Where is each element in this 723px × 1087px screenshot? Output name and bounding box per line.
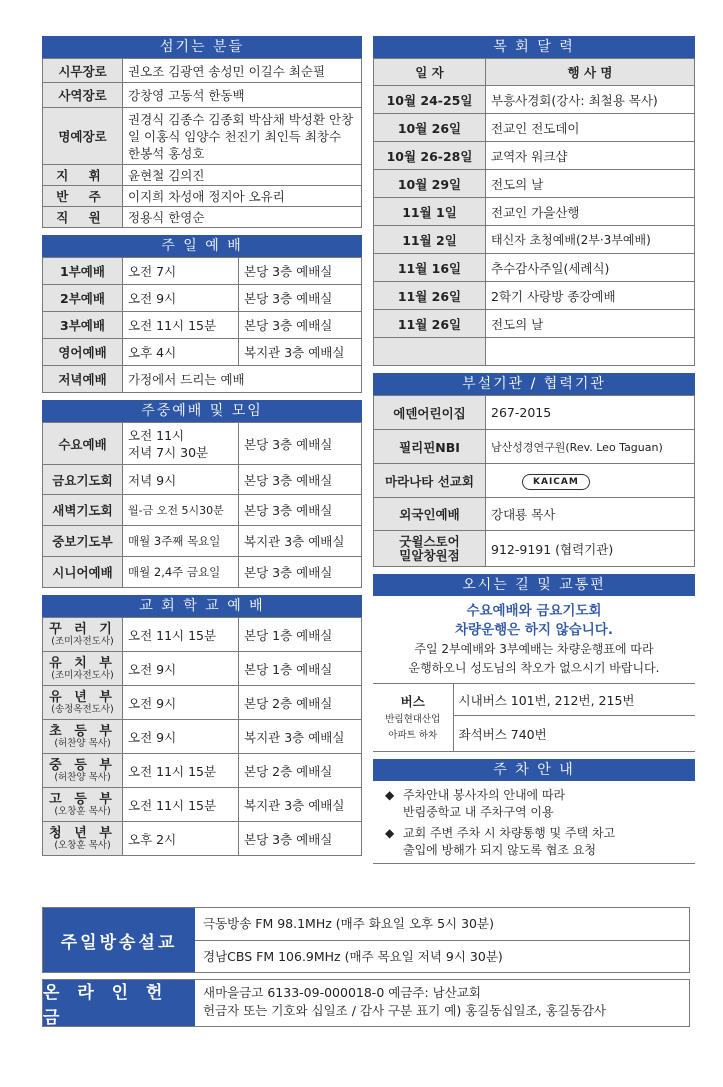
table-row [43,465,362,495]
bottom-section [42,907,690,1033]
weekday-table [42,422,362,588]
table-row [43,312,362,339]
dept-name: 유 치 부 [49,655,116,671]
offering-row [42,979,690,1027]
row-value: 권경식 김종수 김종회 박삼채 박성환 안창일 이홍식 임양수 천진기 최인득 최창수 한봉석 홍성호 [123,108,362,165]
row-label [43,652,123,686]
table-row [374,142,695,170]
parking-header: 주 차 안 내 [373,759,695,781]
event-date: 11월 26일 [374,282,486,310]
dept-name: 초 등 부 [49,723,116,739]
partners-table [373,395,695,567]
table-row [374,498,695,531]
partners-header: 부설기관 / 협력기관 [373,373,695,395]
directions-section [373,574,695,752]
row-place: 본당 2층 예배실 [239,754,362,788]
table-row [43,339,362,366]
row-place: 본당 3층 예배실 [239,423,362,465]
row-place: 본당 3층 예배실 [239,822,362,856]
event-date: 11월 26일 [374,310,486,338]
partner-info [486,464,695,498]
table-row [43,59,362,83]
row-label: 1부예배 [43,258,123,285]
event-date: 10월 24-25일 [374,86,486,114]
bus-route: 좌석버스 740번 [453,716,695,752]
dept-leader: (오창훈 목사) [54,805,111,817]
list-item-text: 주차안내 봉사자의 안내에 따라 반림중학교 내 주차구역 이용 [403,788,566,819]
list-item-text: 교회 주변 주차 시 차량통행 및 주택 차고 출입에 방해가 되지 않도록 협조 요청 [403,826,616,857]
table-row [43,754,362,788]
table-row [43,165,362,186]
serving-section [42,36,362,228]
table-row [374,430,695,464]
partner-name: 외국인예배 [374,498,486,531]
table-row [373,684,695,716]
table-row [43,108,362,165]
weekday-section [42,400,362,588]
partner-info: 강대룡 목사 [486,498,695,531]
row-time: 오후 2시 [123,822,239,856]
row-label: 영어예배 [43,339,123,366]
dept-name: 꾸 러 기 [49,621,116,637]
row-value: 윤현철 김의진 [123,165,362,186]
dept-leader: (조미자전도사) [51,635,114,647]
row-label [43,618,123,652]
parking-section [373,759,695,864]
weekday-header: 주중예배 및 모임 [42,400,362,422]
note-line: 운행하오니 성도님의 착오가 없으시기 바랍니다. [408,661,660,675]
col-header-date: 일 자 [374,59,486,86]
table-row [43,788,362,822]
event-date: 10월 26-28일 [374,142,486,170]
table-row [43,258,362,285]
row-label: 사역장로 [43,83,123,108]
row-place: 본당 3층 예배실 [239,312,362,339]
table-row [374,114,695,142]
row-place: 본당 3층 예배실 [239,285,362,312]
dept-leader: (오창훈 목사) [54,839,111,851]
table-row [43,526,362,557]
row-time: 오전 9시 [123,720,239,754]
broadcast-title: 주일방송설교 [43,908,195,972]
row-place: 본당 3층 예배실 [239,557,362,588]
row-label [43,720,123,754]
row-label [43,822,123,856]
partner-name: 에덴어린이집 [374,396,486,430]
dept-leader: (송정옥전도사) [51,703,114,715]
dept-name: 청 년 부 [49,825,116,841]
dept-name: 중 등 부 [49,757,116,773]
broadcast-body [195,908,689,972]
table-row [43,423,362,465]
list-item [385,825,689,859]
table-row [374,338,695,366]
row-label [43,788,123,822]
table-row [374,531,695,567]
row-place: 복지관 3층 예배실 [239,526,362,557]
bus-stop: 아파트 하차 [388,729,438,741]
left-column [42,36,362,863]
row-label: 지 휘 [43,165,123,186]
diamond-icon: ◆ [385,788,395,802]
row-time: 오전 11시 저녁 7시 30분 [123,423,239,465]
dept-leader: (조미자전도사) [51,669,114,681]
row-label: 2부예배 [43,285,123,312]
row-time: 오전 11시 15분 [123,312,239,339]
row-time: 오전 9시 [123,686,239,720]
row-label [43,754,123,788]
row-label: 시니어예배 [43,557,123,588]
bus-stop-cell [373,684,453,752]
row-label: 저녁예배 [43,366,123,393]
row-time: 오전 11시 15분 [123,754,239,788]
row-label: 중보기도부 [43,526,123,557]
table-row [43,285,362,312]
row-time: 저녁 9시 [123,465,239,495]
row-time: 오전 9시 [123,285,239,312]
sunday-header: 주 일 예 배 [42,235,362,257]
row-place: 본당 1층 예배실 [239,618,362,652]
event-name: 태신자 초청예배(2부·3부예배) [486,226,695,254]
event-date: 11월 1일 [374,198,486,226]
event-name [486,338,695,366]
row-label: 새벽기도회 [43,495,123,526]
event-name: 전도의 날 [486,310,695,338]
row-time: 매월 3주째 목요일 [123,526,239,557]
event-date: 11월 16일 [374,254,486,282]
table-row [374,226,695,254]
row-value: 강창영 고동석 한동백 [123,83,362,108]
kaicam-logo: KAICAM [522,474,590,490]
school-table [42,617,362,856]
row-time: 오후 4시 [123,339,239,366]
offering-body [195,980,689,1026]
table-row [374,396,695,430]
row-value: 정용식 한영순 [123,207,362,228]
table-row [43,720,362,754]
table-row [43,618,362,652]
note-line: 주일 2부예배와 3부예배는 차량운행표에 따라 [414,642,654,656]
row-value: 권오조 김광연 송성민 이길수 최순필 [123,59,362,83]
table-row [374,310,695,338]
calendar-table [373,58,695,366]
broadcast-line: 경남CBS FM 106.9MHz (매주 목요일 저녁 9시 30분) [203,949,503,964]
notice-line: 차량운행은 하지 않습니다. [455,622,613,638]
row-place: 본당 3층 예배실 [239,258,362,285]
row-place: 복지관 3층 예배실 [239,720,362,754]
table-header-row [374,59,695,86]
event-name: 전교인 전도데이 [486,114,695,142]
row-time: 가정에서 드리는 예배 [123,366,362,393]
table-row [374,170,695,198]
sunday-section [42,235,362,393]
row-place: 본당 3층 예배실 [239,495,362,526]
row-label: 명예장로 [43,108,123,165]
notice-line: 수요예배와 금요기도회 [466,603,602,619]
calendar-header: 목 회 달 력 [373,36,695,58]
list-item [385,787,689,821]
offering-line: 새마을금고 6133-09-000018-0 예금주: 남산교회 [203,985,481,1000]
bus-route: 시내버스 101번, 212번, 215번 [453,684,695,716]
event-name: 전교인 가을산행 [486,198,695,226]
partner-info: 남산성경연구원(Rev. Leo Taguan) [486,430,695,464]
dept-leader: (허찬양 목사) [54,771,111,783]
table-row [43,557,362,588]
row-time: 오전 7시 [123,258,239,285]
sunday-table [42,257,362,393]
table-row [374,282,695,310]
dept-leader: (허찬양 목사) [54,737,111,749]
row-label: 반 주 [43,186,123,207]
table-row [43,207,362,228]
diamond-icon: ◆ [385,826,395,840]
bus-table [373,683,695,752]
serving-header: 섬기는 분들 [42,36,362,58]
col-header-event: 행 사 명 [486,59,695,86]
table-row [43,822,362,856]
event-name: 2학기 사랑방 종강예배 [486,282,695,310]
table-row [43,686,362,720]
directions-header: 오시는 길 및 교통편 [373,574,695,596]
row-place: 본당 3층 예배실 [239,465,362,495]
bus-stop: 반림현대산업 [385,713,441,725]
parking-list [373,781,695,863]
row-label: 금요기도회 [43,465,123,495]
table-row [374,198,695,226]
event-name: 전도의 날 [486,170,695,198]
table-row [43,495,362,526]
row-label: 3부예배 [43,312,123,339]
event-date: 10월 26일 [374,114,486,142]
row-place: 본당 1층 예배실 [239,652,362,686]
partner-name: 필리핀NBI [374,430,486,464]
dept-name: 유 년 부 [49,689,116,705]
row-time: 오전 9시 [123,652,239,686]
row-label [43,686,123,720]
school-section [42,595,362,856]
table-row [43,186,362,207]
row-label: 시무장로 [43,59,123,83]
partner-name: 굿윌스토어 밀알창원점 [374,531,486,567]
event-date: 10월 29일 [374,170,486,198]
directions-notice [373,596,695,683]
dept-name: 고 등 부 [49,791,116,807]
school-header: 교 회 학 교 예 배 [42,595,362,617]
partner-info: 267-2015 [486,396,695,430]
right-column [373,36,695,871]
row-time: 오전 11시 15분 [123,788,239,822]
event-name: 교역자 워크샵 [486,142,695,170]
row-place: 복지관 3층 예배실 [239,339,362,366]
event-date [374,338,486,366]
partner-info: 912-9191 (협력기관) [486,531,695,567]
broadcast-line: 극동방송 FM 98.1MHz (매주 화요일 오후 5시 30분) [195,908,689,941]
table-row [374,254,695,282]
table-row [43,366,362,393]
row-time: 월-금 오전 5시30분 [123,495,239,526]
partners-section [373,373,695,567]
row-time: 오전 11시 15분 [123,618,239,652]
table-row [43,83,362,108]
table-row [374,86,695,114]
row-time: 매월 2,4주 금요일 [123,557,239,588]
row-label: 수요예배 [43,423,123,465]
offering-title: 온 라 인 헌 금 [43,980,195,1026]
table-row [43,652,362,686]
calendar-section [373,36,695,366]
row-place: 본당 2층 예배실 [239,686,362,720]
row-value: 이지희 차성애 정지아 오유리 [123,186,362,207]
offering-line: 헌금자 또는 기호와 십일조 / 감사 구분 표기 예) 홍길동십일조, 홍길동감사 [203,1003,606,1018]
event-name: 추수감사주일(세례식) [486,254,695,282]
table-row [374,464,695,498]
event-name: 부흥사경회(강사: 최철용 목사) [486,86,695,114]
serving-table [42,58,362,228]
broadcast-row [42,907,690,973]
bus-label: 버스 [400,693,425,709]
row-label: 직 원 [43,207,123,228]
row-place: 복지관 3층 예배실 [239,788,362,822]
event-date: 11월 2일 [374,226,486,254]
partner-name: 마라나타 선교회 [374,464,486,498]
